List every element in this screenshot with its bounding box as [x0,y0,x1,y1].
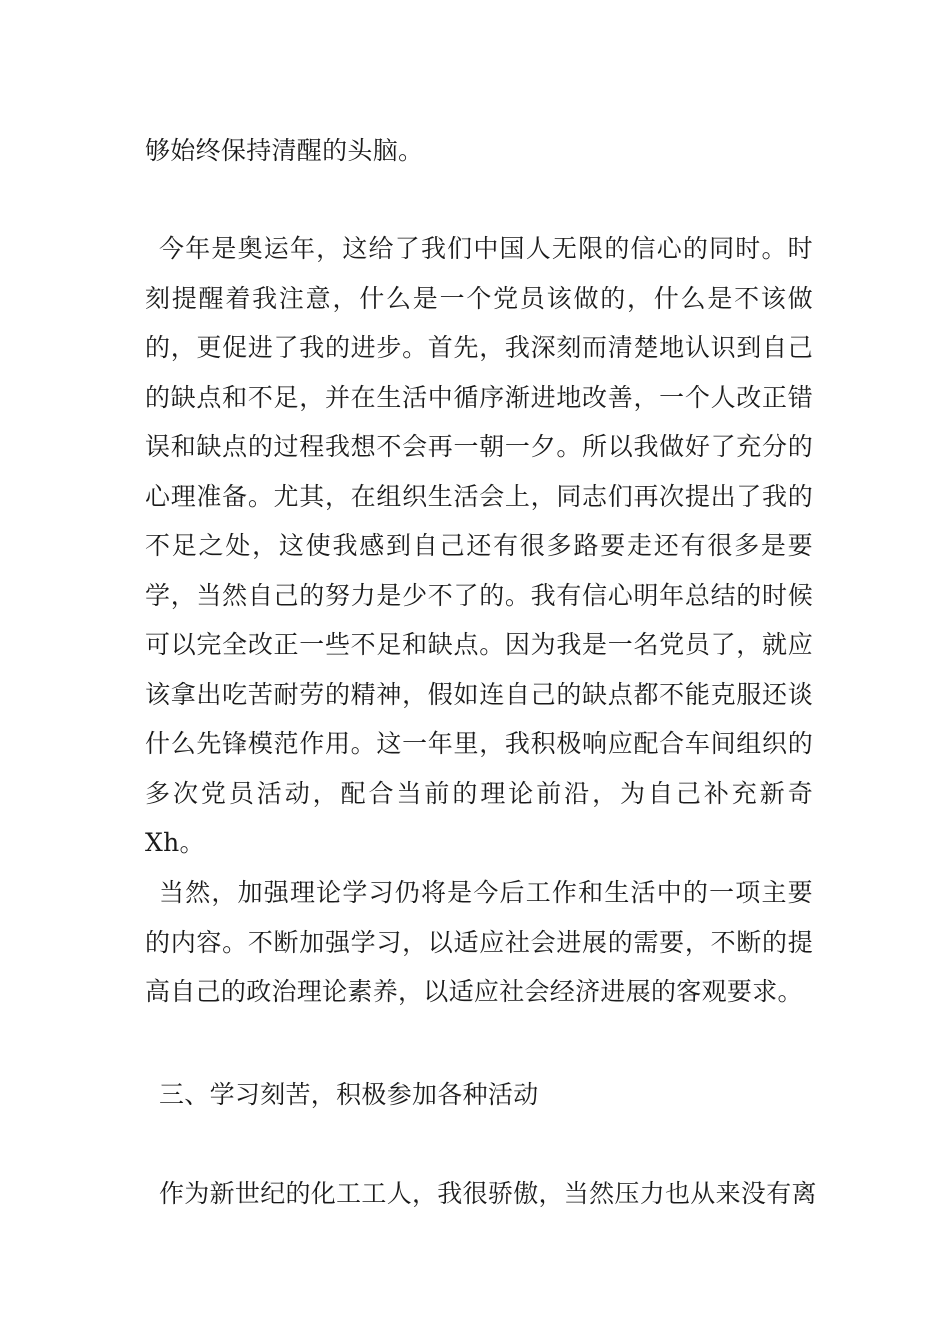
paragraph-olympic-year: 今年是奥运年，这给了我们中国人无限的信心的同时。时刻提醒着我注意，什么是一个党员该做的，什么是不该做的，更促进了我的进步。首先，我深刻而清楚地认识到自己的缺点和不足，并在生活中循序渐进地改善，一个人改正错误和缺点的过程我想不会再一朝一夕。所以我做好了充分的心理准备。尤其，在组织生活会上，同志们再次提出了我的不足之处，这使我感到自己还有很多路要走还有很多是要学，当然自己的努力是少不了的。我有信心明年总结的时候可以完全改正一些不足和缺点。因为我是一名党员了，就应该拿出吃苦耐劳的精神，假如连自己的缺点都不能克服还谈什么先锋模范作用。这一年里，我积极响应配合车间组织的多次党员活动，配合当前的理论前沿，为自己补充新奇 Xh。 [145,234,813,857]
paragraph-theory-study: 当然，加强理论学习仍将是今后工作和生活中的一项主要的内容。不断加强学习，以适应社会进展的需要，不断的提高自己的政治理论素养，以适应社会经济进展的客观要求。 [145,878,813,1006]
section-heading: 三、学习刻苦，积极参加各种活动 [159,1080,539,1109]
paragraph-continuation: 够始终保持清醒的头脑。 [145,136,424,165]
paragraph-chemical-worker: 作为新世纪的化工工人，我很骄傲，当然压力也从来没有离 [159,1179,817,1208]
